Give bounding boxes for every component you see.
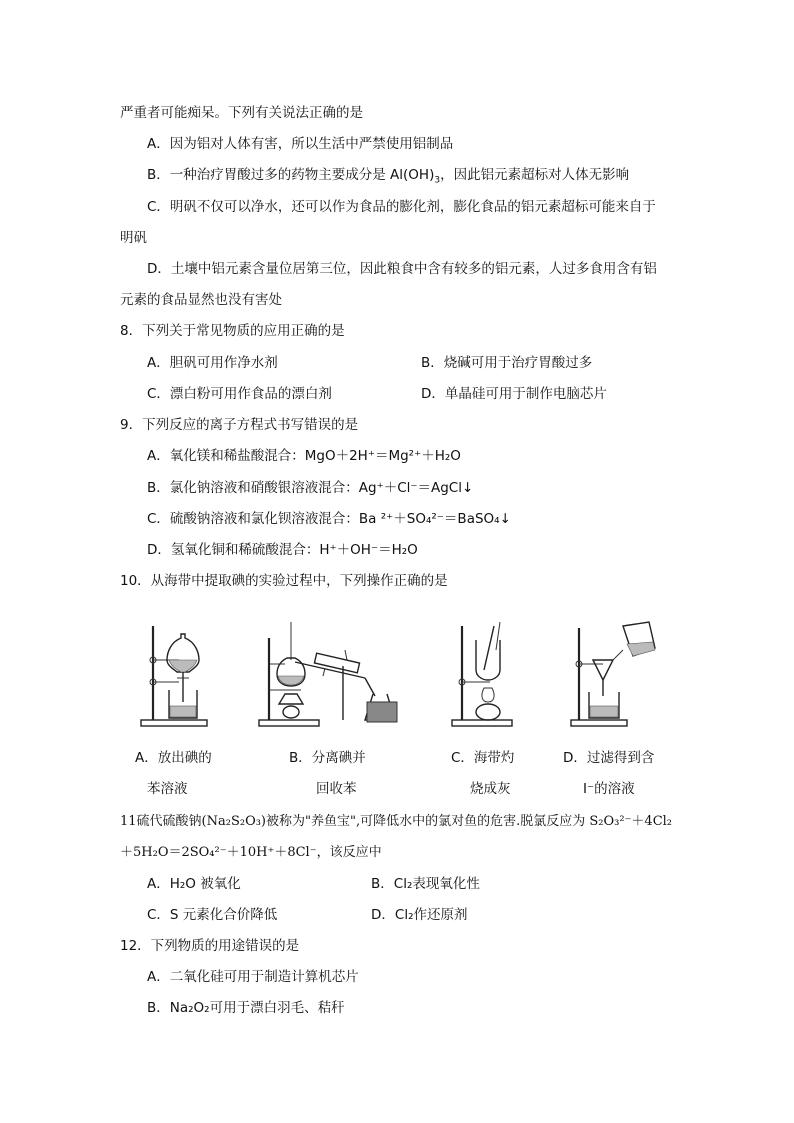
q7-option-a: A．因为铝对人体有害，所以生活中严禁使用铝制品 (147, 136, 454, 152)
q11-option-a: A．H₂O 被氧化 (147, 876, 241, 892)
q12-stem: 12．下列物质的用途错误的是 (120, 938, 300, 954)
q9-stem: 9．下列反应的离子方程式书写错误的是 (120, 417, 359, 433)
q8-option-d: D．单晶硅可用于制作电脑芯片 (421, 386, 607, 402)
q11-option-b: B．Cl₂表现氧化性 (371, 876, 480, 892)
q10-caption-c-line1: C．海带灼 (451, 750, 515, 766)
q12-option-b: B．Na₂O₂可用于漂白羽毛、秸秆 (147, 1000, 345, 1016)
q9-option-b: B．氯化钠溶液和硝酸银溶液混合：Ag⁺＋Cl⁻＝AgCl↓ (147, 480, 474, 496)
q10-caption-a-line1: A．放出碘的 (135, 750, 212, 766)
q10-caption-b-line2: 回收苯 (316, 781, 357, 797)
q7-option-b: B．一种治疗胃酸过多的药物主要成分是 $Al(OH)_3$，因此铝元素超标对人体无影响 (147, 167, 630, 186)
filtration-apparatus-icon (567, 620, 667, 730)
q11-stem-line1: 11硫代硫酸钠(Na₂S₂O₃)被称为"养鱼宝",可降低水中的氯对鱼的危害.脱氯反应为 S₂O₃²⁻＋4Cl₂ (120, 814, 673, 829)
q11-stem-line2: ＋5H₂O＝2SO₄²⁻＋10H⁺＋8Cl⁻，该反应中 (120, 845, 382, 860)
q8-option-a: A．胆矾可用作净水剂 (147, 355, 278, 371)
q12-option-a: A．二氧化硅可用于制造计算机芯片 (147, 969, 359, 985)
separatory-funnel-apparatus-icon (135, 620, 215, 730)
q7-stem-tail: 严重者可能痴呆。下列有关说法正确的是 (120, 105, 363, 121)
q11-option-c: C．S 元素化合价降低 (147, 907, 278, 923)
q10-caption-d-line2: I⁻的溶液 (583, 781, 635, 797)
q9-option-d: D．氢氧化铜和稀硫酸混合：H⁺＋OH⁻＝H₂O (147, 542, 418, 558)
q10-caption-d-line1: D．过滤得到含 (563, 750, 655, 766)
q10-caption-c-line2: 烧成灰 (470, 781, 511, 797)
q8-option-c: C．漂白粉可用作食品的漂白剂 (147, 386, 332, 402)
q8-option-b: B．烧碱可用于治疗胃酸过多 (421, 355, 593, 371)
q10-stem: 10．从海带中提取碘的实验过程中，下列操作正确的是 (120, 573, 448, 589)
crucible-burning-apparatus-icon (446, 620, 526, 730)
distillation-apparatus-icon (255, 620, 400, 730)
q7-option-c-line1: C．明矾不仅可以净水，还可以作为食品的膨化剂，膨化食品的铝元素超标可能来自于 (147, 199, 656, 215)
q7-option-d-line1: D．土壤中铝元素含量位居第三位，因此粮食中含有较多的铝元素，人过多食用含有铝 (147, 261, 657, 277)
q7-option-d-line2: 元素的食品显然也没有害处 (120, 292, 282, 308)
q10-caption-b-line1: B．分离碘并 (289, 750, 366, 766)
q10-caption-a-line2: 苯溶液 (147, 781, 188, 797)
q9-option-c: C．硫酸钠溶液和氯化钡溶液混合：Ba ²⁺＋SO₄²⁻＝BaSO₄↓ (147, 511, 511, 527)
q8-stem: 8．下列关于常见物质的应用正确的是 (120, 323, 345, 339)
q7-option-c-line2: 明矾 (120, 230, 147, 246)
q11-option-d: D．Cl₂作还原剂 (371, 907, 468, 923)
q9-option-a: A．氧化镁和稀盐酸混合：MgO＋2H⁺＝Mg²⁺＋H₂O (147, 448, 461, 464)
